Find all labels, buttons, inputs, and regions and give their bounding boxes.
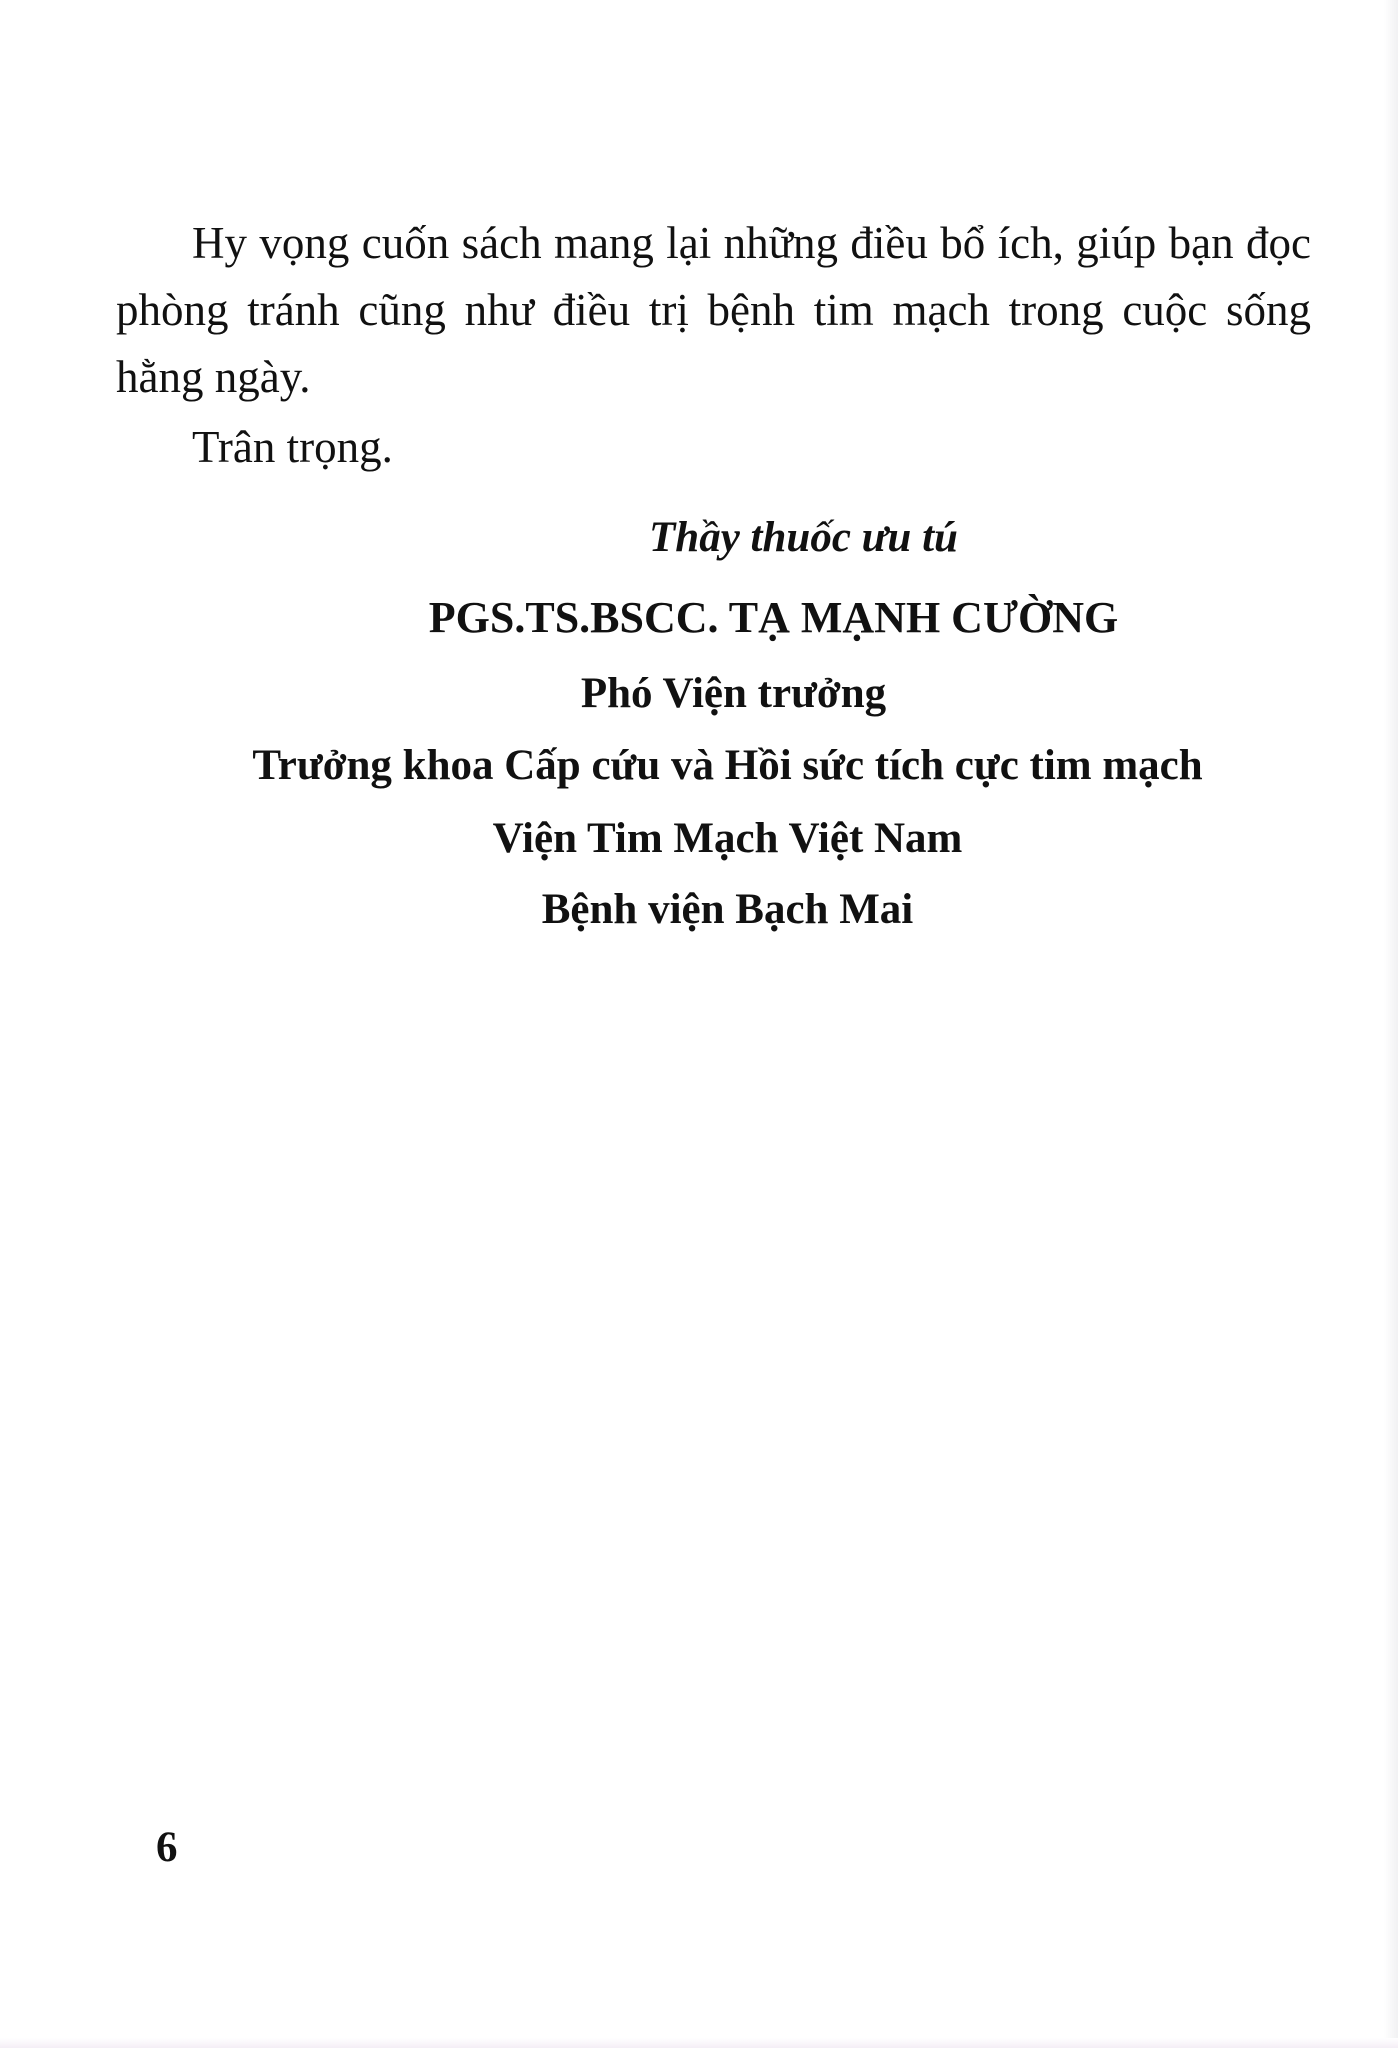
- signature-honorific: Thầy thuốc ưu tú: [649, 514, 958, 561]
- paragraph-hope: Hy vọng cuốn sách mang lại những điều bổ ích, giúp bạn đọc phòng tránh cũng như điều trị bệnh tim mạch trong cuộc sống hằng ngày.: [116, 218, 1311, 402]
- scan-bottom-edge: [0, 2038, 1398, 2048]
- signature-name: PGS.TS.BSCC. TẠ MẠNH CƯỜNG: [428, 593, 1119, 642]
- signature-institute: Viện Tim Mạch Việt Nam: [492, 815, 963, 862]
- signature-hospital: Bệnh viện Bạch Mai: [541, 886, 914, 933]
- scan-edge-shadow: [1384, 0, 1398, 2048]
- signature-role-head-of-department: Trưởng khoa Cấp cứu và Hồi sức tích cực tim mạch: [252, 742, 1203, 789]
- body-text: [116, 210, 1311, 481]
- paragraph-closing: Trân trọng.: [192, 422, 393, 472]
- page-number: 6: [156, 1824, 178, 1871]
- signature-role-deputy-director: Phó Viện trưởng: [580, 670, 887, 717]
